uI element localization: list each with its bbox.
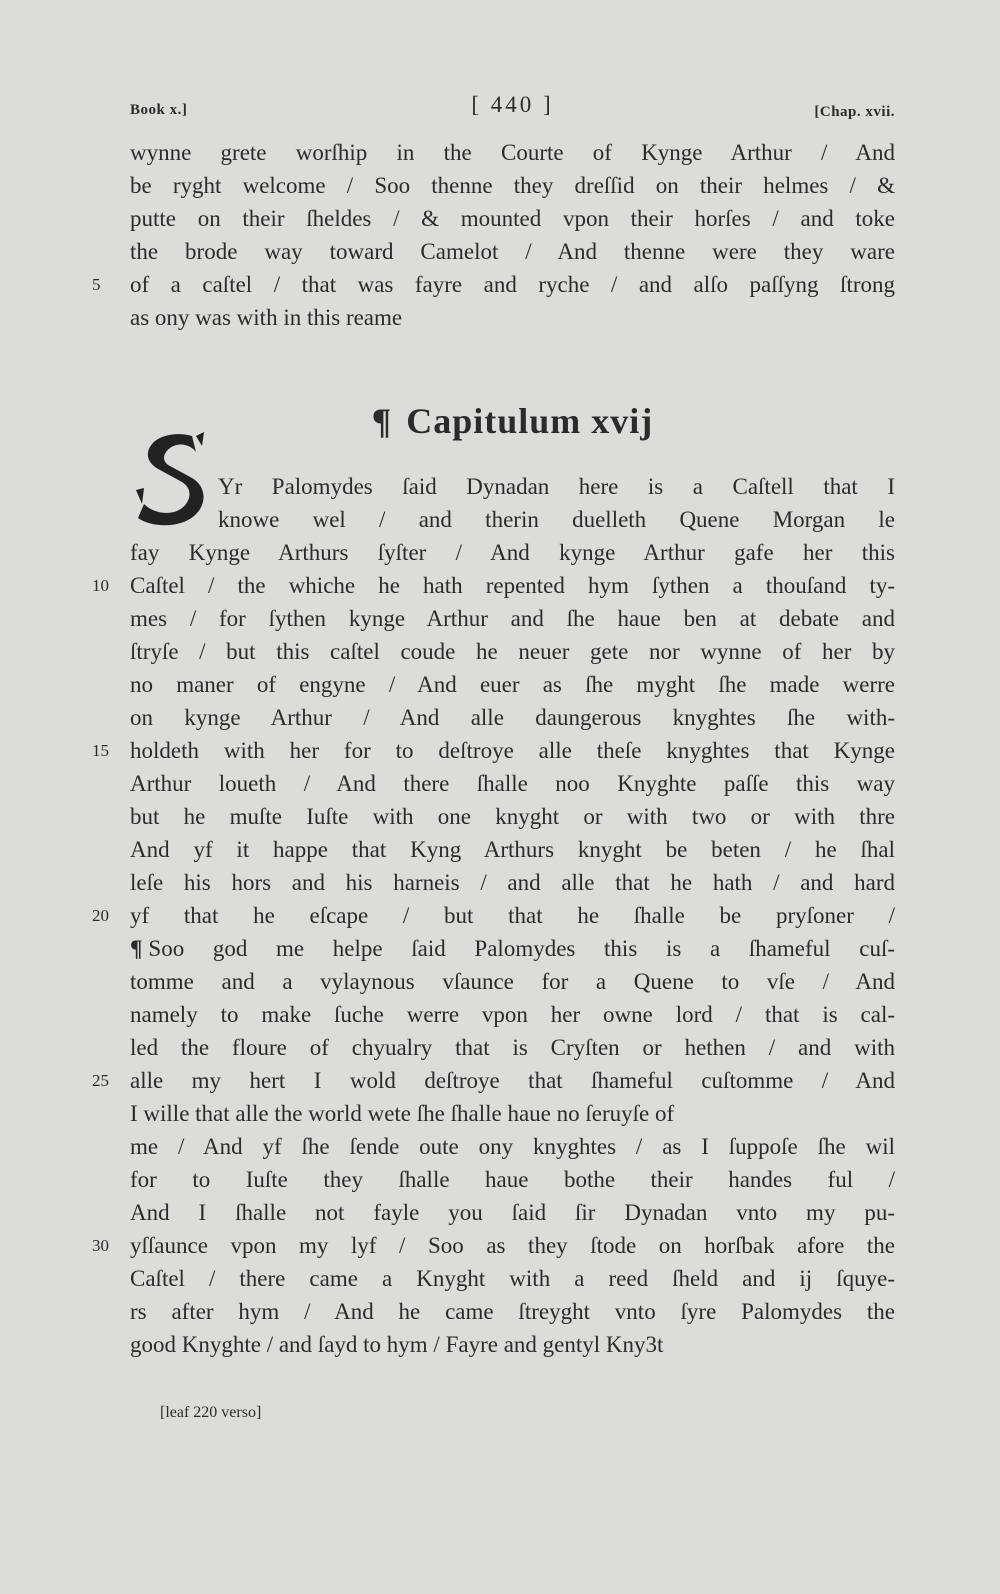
line-text: mes / for ſythen kynge Arthur and ſhe haue ben at debate and bbox=[130, 606, 895, 631]
line-text: rs after hym / And he came ſtreyght vnto ſyre Palomydes the bbox=[130, 1299, 895, 1324]
line-text: namely to make ſuche werre vpon her owne lord / that is cal- bbox=[130, 1002, 895, 1027]
line-number: 10 bbox=[92, 576, 109, 595]
line-text: tomme and a vylaynous vſaunce for a Quene to vſe / And bbox=[130, 969, 895, 994]
text-line bbox=[92, 734, 895, 767]
line-text: And I ſhalle not fayle you ſaid ſir Dynadan vnto my pu- bbox=[130, 1200, 895, 1225]
text-line bbox=[130, 965, 895, 998]
line-text: for to Iuſte they ſhalle haue bothe their handes ful / bbox=[130, 1167, 895, 1192]
text-line bbox=[92, 569, 895, 602]
line-text: Soo god me helpe ſaid Palomydes this is a ſhameful cuſ- bbox=[148, 936, 895, 961]
text-line bbox=[130, 1130, 895, 1163]
chapter-text bbox=[92, 470, 895, 1361]
line-text: but he muſte Iuſte with one knyght or with two or with thre bbox=[130, 804, 895, 829]
line-text: led the floure of chyualry that is Cryſten or hethen / and with bbox=[130, 1035, 895, 1060]
pilcrow-icon: ¶ bbox=[371, 401, 393, 441]
text-line bbox=[218, 470, 895, 503]
text-line bbox=[130, 1097, 895, 1130]
line-text: I wille that alle the world wete ſhe ſhalle haue no ſeruyſe of bbox=[130, 1101, 675, 1126]
line-text: Yr Palomydes ſaid Dynadan here is a Caſtell that I bbox=[218, 474, 895, 499]
text-line bbox=[130, 1295, 895, 1328]
line-text: Caſtel / there came a Knyght with a reed ſheld and ij ſquye- bbox=[130, 1266, 895, 1291]
text-line bbox=[130, 536, 895, 569]
text-line bbox=[130, 169, 895, 202]
line-text: Arthur loueth / And there ſhalle noo Knyghte paſſe this way bbox=[130, 771, 895, 796]
text-line bbox=[130, 136, 895, 169]
chapter-heading bbox=[130, 400, 895, 442]
text-line bbox=[92, 268, 895, 301]
line-text: putte on their ſheldes / & mounted vpon their horſes / and toke bbox=[130, 206, 895, 231]
text-line bbox=[130, 635, 895, 668]
text-line bbox=[130, 202, 895, 235]
text-line bbox=[130, 1163, 895, 1196]
line-text: of a caſtel / that was fayre and ryche / and alſo paſſyng ſtrong bbox=[130, 272, 895, 297]
line-number: 20 bbox=[92, 906, 109, 925]
line-number: 5 bbox=[92, 275, 101, 294]
intro-paragraph bbox=[92, 136, 895, 334]
line-number: 30 bbox=[92, 1236, 109, 1255]
text-line bbox=[130, 833, 895, 866]
line-text: alle my hert I wold deſtroye that ſhameful cuſtomme / And bbox=[130, 1068, 895, 1093]
line-number: 15 bbox=[92, 741, 109, 760]
line-text: And yf it happe that Kyng Arthurs knyght be beten / he ſhal bbox=[130, 837, 895, 862]
text-line bbox=[130, 998, 895, 1031]
text-line bbox=[92, 899, 895, 932]
page-number: [ 440 ] bbox=[471, 92, 554, 117]
line-text: ſtryſe / but this caſtel coude he neuer gete nor wynne of her by bbox=[130, 639, 895, 664]
text-line bbox=[130, 235, 895, 268]
text-line bbox=[92, 1229, 895, 1262]
line-text: as ony was with in this reame bbox=[130, 305, 403, 330]
line-text: on kynge Arthur / And alle daungerous knyghtes ſhe with- bbox=[130, 705, 895, 730]
text-line bbox=[130, 301, 895, 334]
text-line bbox=[130, 932, 895, 965]
pilcrow-icon: ¶ bbox=[130, 936, 143, 961]
leaf-signature: [leaf 220 verso] bbox=[160, 1404, 262, 1421]
line-text: leſe his hors and his harneis / and alle that he hath / and hard bbox=[130, 870, 895, 895]
line-text: fay Kynge Arthurs ſyſter / And kynge Arthur gafe her this bbox=[130, 540, 895, 565]
text-line bbox=[130, 1031, 895, 1064]
chapter-title: Capitulum xvij bbox=[406, 401, 654, 441]
line-text: Caſtel / the whiche he hath repented hym ſythen a thouſand ty- bbox=[130, 573, 895, 598]
line-text: knowe wel / and therin duelleth Quene Morgan le bbox=[218, 507, 895, 532]
line-text: be ryght welcome / Soo thenne they dreſſid on their helmes / & bbox=[130, 173, 895, 198]
text-line bbox=[130, 866, 895, 899]
text-line bbox=[130, 1196, 895, 1229]
running-head-book: Book x.] bbox=[130, 102, 188, 118]
line-text: no maner of engyne / And euer as ſhe myght ſhe made werre bbox=[130, 672, 895, 697]
text-line bbox=[130, 767, 895, 800]
running-head-chapter: [Chap. xvii. bbox=[814, 104, 895, 120]
text-line bbox=[218, 503, 895, 536]
line-text: me / And yf ſhe ſende oute ony knyghtes / as I ſuppoſe ſhe wil bbox=[130, 1134, 895, 1159]
running-head bbox=[130, 92, 895, 132]
line-text: wynne grete worſhip in the Courte of Kynge Arthur / And bbox=[130, 140, 895, 165]
text-line bbox=[130, 602, 895, 635]
text-line bbox=[130, 1262, 895, 1295]
text-line bbox=[92, 1064, 895, 1097]
text-line bbox=[130, 800, 895, 833]
line-number: 25 bbox=[92, 1071, 109, 1090]
text-line bbox=[130, 1328, 895, 1361]
line-text: yſſaunce vpon my lyf / Soo as they ſtode on horſbak afore the bbox=[130, 1233, 895, 1258]
text-line bbox=[130, 668, 895, 701]
line-text: yf that he eſcape / but that he ſhalle be pryſoner / bbox=[130, 903, 895, 928]
line-text: holdeth with her for to deſtroye alle theſe knyghtes that Kynge bbox=[130, 738, 895, 763]
line-text: good Knyghte / and ſayd to hym / Fayre and gentyl Kny3t bbox=[130, 1332, 664, 1357]
text-line bbox=[130, 701, 895, 734]
line-text: the brode way toward Camelot / And thenne were they ware bbox=[130, 239, 895, 264]
